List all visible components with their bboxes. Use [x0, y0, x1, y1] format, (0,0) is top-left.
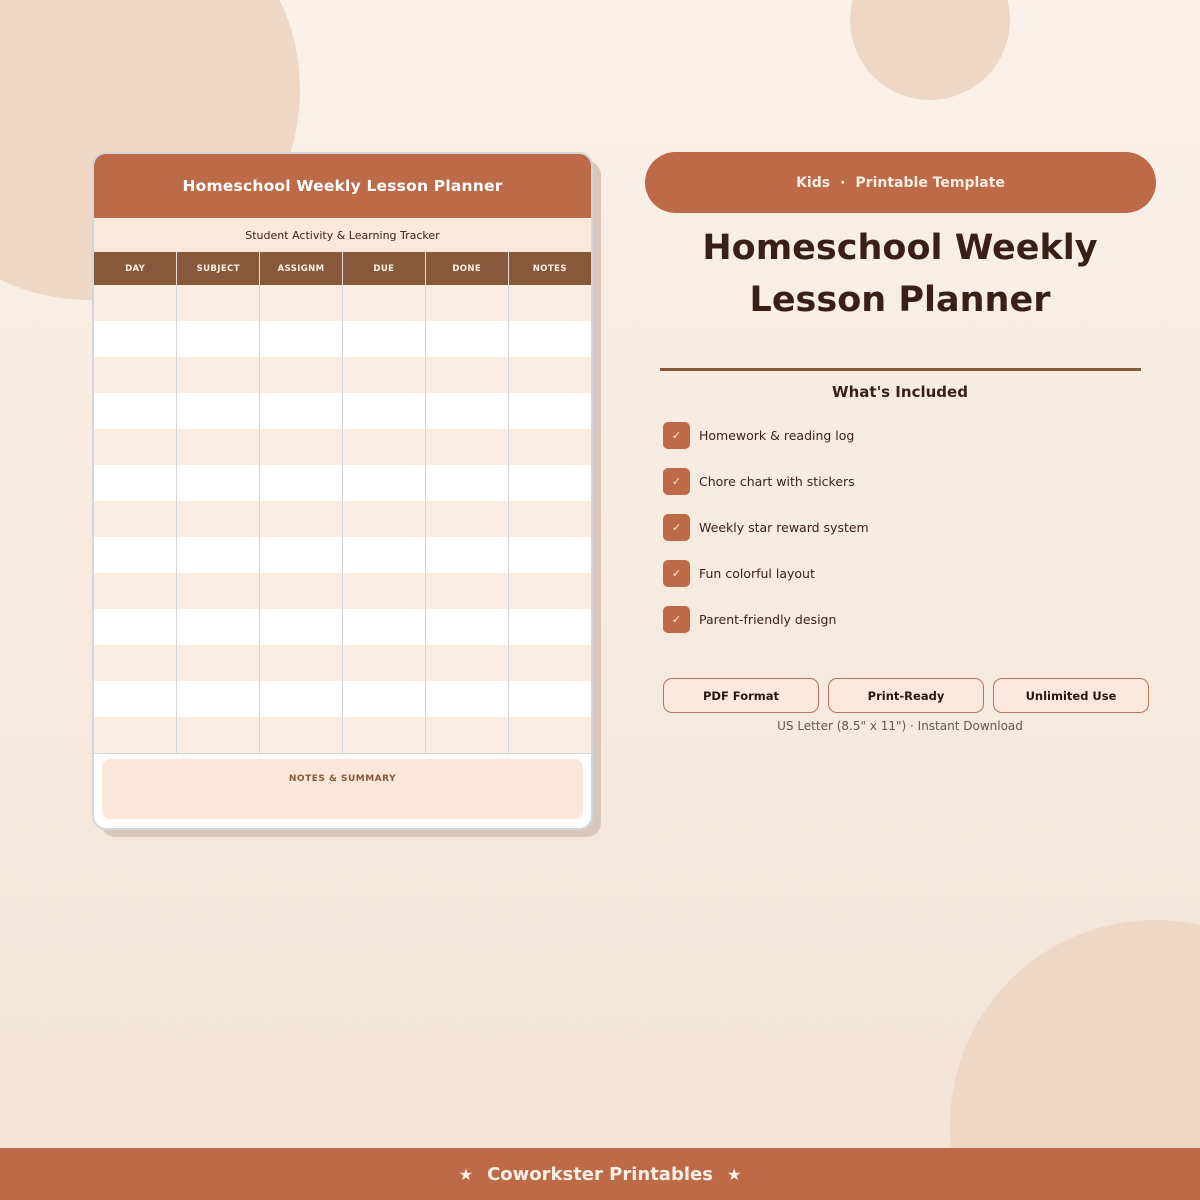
table-cell [260, 609, 343, 645]
table-cell [94, 393, 177, 429]
table-row [94, 609, 591, 645]
notes-summary-label: NOTES & SUMMARY [288, 773, 397, 784]
table-cell [508, 681, 591, 717]
table-cell [425, 501, 508, 537]
check-icon: ✓ [663, 514, 690, 541]
table-row [94, 465, 591, 501]
table-cell [94, 321, 177, 357]
feature-label: Weekly star reward system [699, 520, 869, 535]
table-cell [177, 573, 260, 609]
table-cell [94, 645, 177, 681]
table-cell [177, 717, 260, 753]
column-header-subject: SUBJECT [177, 252, 260, 285]
table-cell [177, 537, 260, 573]
table-cell [425, 717, 508, 753]
table-cell [508, 609, 591, 645]
column-header-assignment: ASSIGNM [260, 252, 343, 285]
table-cell [177, 321, 260, 357]
table-cell [342, 681, 425, 717]
brand-name: Coworkster Printables [487, 1163, 713, 1185]
table-cell [425, 573, 508, 609]
table-cell [508, 285, 591, 321]
table-cell [425, 285, 508, 321]
table-row [94, 645, 591, 681]
check-icon: ✓ [663, 422, 690, 449]
table-cell [94, 285, 177, 321]
star-icon: ★ [726, 1164, 742, 1184]
table-cell [94, 681, 177, 717]
product-title-line-2: Lesson Planner [749, 280, 1051, 320]
feature-item [663, 514, 869, 541]
product-title [640, 222, 1160, 326]
table-cell [508, 429, 591, 465]
product-title-line-1: Homeschool Weekly [702, 228, 1098, 268]
whats-included-heading: What's Included [832, 383, 968, 401]
table-row [94, 285, 591, 321]
table-cell [260, 681, 343, 717]
decorative-circle-top [850, 0, 1010, 100]
table-row [94, 681, 591, 717]
category-pill [645, 152, 1156, 213]
badge-print-ready: Print-Ready [828, 678, 984, 713]
column-header-done: DONE [425, 252, 508, 285]
paper-size-info: US Letter (8.5" x 11") · Instant Download [777, 719, 1023, 733]
table-cell [342, 321, 425, 357]
table-cell [94, 609, 177, 645]
feature-item [663, 606, 869, 633]
template-type-label: Printable Template [855, 174, 1005, 191]
table-cell [177, 429, 260, 465]
table-cell [508, 393, 591, 429]
table-cell [425, 321, 508, 357]
feature-item [663, 422, 869, 449]
table-cell [425, 645, 508, 681]
planner-table [94, 252, 591, 754]
table-cell [260, 501, 343, 537]
table-cell [94, 717, 177, 753]
footer-brand-bar [0, 1148, 1200, 1200]
table-cell [94, 429, 177, 465]
table-cell [342, 573, 425, 609]
table-cell [94, 573, 177, 609]
table-cell [260, 537, 343, 573]
table-row [94, 429, 591, 465]
section-divider [660, 368, 1141, 371]
feature-label: Chore chart with stickers [699, 474, 855, 489]
notes-summary-box [102, 759, 583, 819]
planner-subtitle: Student Activity & Learning Tracker [94, 218, 591, 252]
table-cell [425, 465, 508, 501]
table-cell [177, 393, 260, 429]
table-cell [177, 501, 260, 537]
planner-preview-card [92, 152, 593, 830]
table-cell [342, 537, 425, 573]
column-header-due: DUE [342, 252, 425, 285]
table-cell [94, 501, 177, 537]
planner-table-body [94, 285, 591, 753]
table-cell [342, 609, 425, 645]
table-cell [342, 645, 425, 681]
table-cell [94, 465, 177, 501]
table-cell [508, 537, 591, 573]
table-cell [94, 537, 177, 573]
separator-dot: · [840, 174, 846, 191]
planner-title: Homeschool Weekly Lesson Planner [94, 154, 591, 218]
table-cell [425, 609, 508, 645]
table-cell [425, 537, 508, 573]
table-cell [260, 429, 343, 465]
format-badges [663, 678, 1149, 713]
table-cell [177, 609, 260, 645]
table-cell [508, 321, 591, 357]
table-cell [260, 321, 343, 357]
table-cell [508, 573, 591, 609]
table-cell [425, 681, 508, 717]
table-row [94, 501, 591, 537]
table-row [94, 357, 591, 393]
table-row [94, 537, 591, 573]
table-cell [260, 573, 343, 609]
table-cell [342, 717, 425, 753]
table-cell [342, 285, 425, 321]
table-cell [342, 357, 425, 393]
category-label: Kids [796, 174, 831, 191]
table-cell [425, 429, 508, 465]
badge-unlimited-use: Unlimited Use [993, 678, 1149, 713]
table-cell [260, 285, 343, 321]
table-cell [177, 645, 260, 681]
table-cell [425, 357, 508, 393]
check-icon: ✓ [663, 468, 690, 495]
table-cell [508, 465, 591, 501]
feature-item [663, 468, 869, 495]
table-cell [260, 645, 343, 681]
check-icon: ✓ [663, 606, 690, 633]
table-cell [177, 357, 260, 393]
table-row [94, 573, 591, 609]
table-cell [508, 645, 591, 681]
table-cell [508, 717, 591, 753]
table-row [94, 717, 591, 753]
table-row [94, 321, 591, 357]
feature-label: Parent-friendly design [699, 612, 837, 627]
column-header-day: DAY [94, 252, 177, 285]
table-cell [260, 465, 343, 501]
badge-pdf-format: PDF Format [663, 678, 819, 713]
table-cell [342, 501, 425, 537]
table-cell [342, 465, 425, 501]
table-cell [177, 285, 260, 321]
column-header-notes: NOTES [508, 252, 591, 285]
table-cell [260, 717, 343, 753]
check-icon: ✓ [663, 560, 690, 587]
table-cell [508, 501, 591, 537]
table-cell [260, 357, 343, 393]
feature-list [663, 422, 869, 652]
table-cell [260, 393, 343, 429]
table-row [94, 393, 591, 429]
star-icon: ★ [458, 1164, 474, 1184]
table-cell [94, 357, 177, 393]
table-header-row [94, 252, 591, 285]
feature-item [663, 560, 869, 587]
feature-label: Homework & reading log [699, 428, 855, 443]
table-cell [508, 357, 591, 393]
table-cell [425, 393, 508, 429]
feature-label: Fun colorful layout [699, 566, 815, 581]
table-cell [342, 429, 425, 465]
table-cell [177, 681, 260, 717]
table-cell [177, 465, 260, 501]
table-cell [342, 393, 425, 429]
